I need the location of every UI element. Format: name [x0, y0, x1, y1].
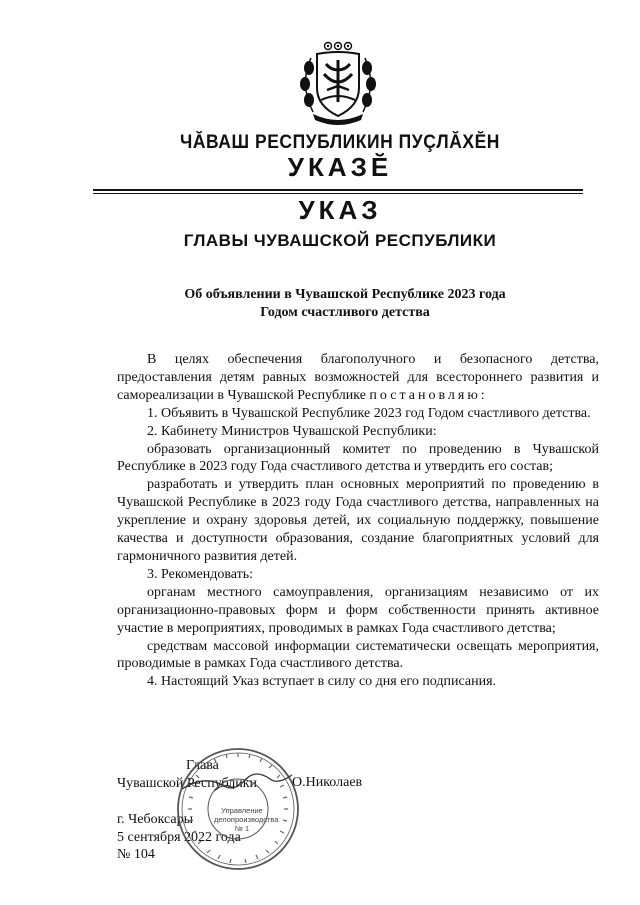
- coat-of-arms-icon: [297, 40, 379, 126]
- decree-title: УКАЗ: [298, 195, 382, 225]
- body-item-2: 2. Кабинету Министров Чувашской Республики:: [147, 423, 437, 439]
- decree-word: постановляю:: [369, 387, 488, 403]
- place-number: № 104: [117, 847, 155, 863]
- place-date: 5 сентября 2022 года: [117, 829, 241, 845]
- chuvash-decree-title: УКАЗĔ: [287, 152, 393, 182]
- signature-title-line-1: Глава: [186, 758, 219, 773]
- header-rule-thick: [93, 189, 583, 191]
- decree-issuer: ГЛАВЫ ЧУВАШСКОЙ РЕСПУБЛИКИ: [183, 231, 497, 250]
- chuvash-header: ЧĂВАШ РЕСПУБЛИКИН ПУÇЛĂХĔН: [179, 132, 500, 153]
- signature-title-line-2: Чувашской Республики: [117, 775, 258, 791]
- decree-body: [117, 351, 599, 691]
- stamp-dept: Управление делопроизводства: [214, 806, 279, 824]
- stamp-number: № 1: [234, 824, 250, 833]
- stamp-center-text: [214, 806, 279, 833]
- body-item-1: 1. Объявить в Чувашской Республике 2023 год Годом счастливого детства.: [147, 405, 591, 421]
- subject-line-1: Об объявлении в Чувашской Республике 2023 года: [184, 287, 506, 302]
- body-item-3a: органам местного самоуправления, организациям независимо от их организационно-правовых форм и форм собственности принять активное участие в мероприятиях, проводимых в рамках Года счастливого детства;: [117, 584, 599, 636]
- intro-text: В целях обеспечения благополучного и безопасного детства, предоставления детям равных возможностей для всестороннего развития и самореализации в Чувашской Республике: [117, 352, 599, 403]
- body-item-3: 3. Рекомендовать:: [147, 566, 253, 582]
- signer-name: О.Николаев: [292, 775, 363, 790]
- body-item-4: 4. Настоящий Указ вступает в силу со дня его подписания.: [147, 674, 497, 690]
- body-item-2a: образовать организационный комитет по проведению в Чувашской Республике в 2023 году Года счастливого детства и утвердить его состав;: [117, 441, 599, 475]
- place-city: г. Чебоксары: [117, 812, 194, 827]
- body-item-2b: разработать и утвердить план основных мероприятий по проведению в Чувашской Республике в 2023 году Года счастливого детства, направленных на укрепление и охрану здоровья детей, их социальную поддержку, повышение качества и доступности образования, создание благоприятных условий для гармоничного развития детей.: [117, 477, 599, 564]
- body-item-3b: средствам массовой информации систематически освещать мероприятия, проводимые в рамках Года счастливого детства.: [117, 638, 599, 672]
- decree-subject: [0, 286, 640, 322]
- subject-line-2: Годом счастливого детства: [260, 305, 430, 320]
- header-rule-thin: [93, 193, 583, 194]
- body-intro: [117, 351, 599, 405]
